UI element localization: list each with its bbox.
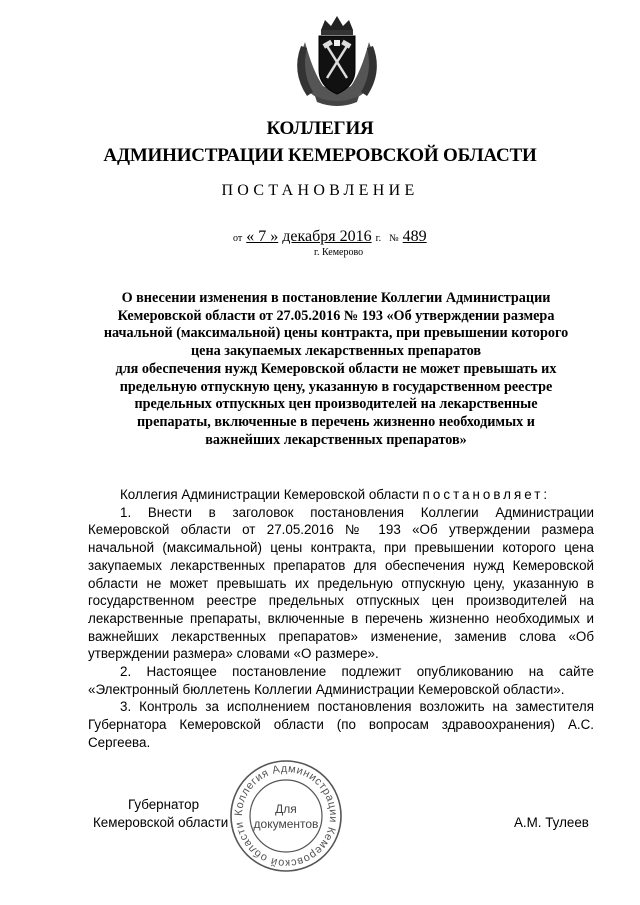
date-month-year: декабря 2016 [282, 228, 372, 245]
title-line: О внесении изменения в постановление Коллегии Администрации [121, 290, 551, 306]
signer-position-line2: Кемеровской области [93, 815, 229, 830]
document-body [88, 486, 594, 752]
date-day: « 7 » [246, 228, 279, 245]
paragraph-1: 1. Внести в заголовок постановления Коллегии Администрации Кемеровской области от 27.05.2016 № 193 «Об утверждении размера начальной (максимальной) цены контракта, при превышении которого цена закупаемых лекарственных препаратов для обеспечения нужд Кемеровской области не может превышать их предельную отпускную цену, указанную в государственном реестре предельных отпускных цен производителей на лекарственные препараты, включенные в перечень жизненно необходимых и важнейших лекарственных препаратов» изменение, заменив слова «Об утверждении размера» словами «О размере». [88, 504, 594, 662]
document-title [86, 290, 586, 449]
title-line: предельную отпускную цену, указанную в государственном реестре [119, 378, 553, 395]
signer-name: А.М. Тулеев [514, 815, 589, 830]
title-line: важнейших лекарственных препаратов» [205, 431, 467, 448]
paragraph-2: 2. Настоящее постановление подлежит опубликованию на сайте «Электронный бюллетень Коллегии Администрации Кемеровской области». [88, 664, 594, 697]
date-number-line [233, 228, 453, 246]
paragraph-3: 3. Контроль за исполнением постановления возложить на заместителя Губернатора Кемеровской области (по вопросам здравоохранения) А.С. Сергеева. [88, 699, 594, 750]
intro-paragraph [88, 486, 594, 504]
title-line: препараты, включенные в перечень жизненно необходимых и [137, 413, 535, 430]
number-label: № [389, 233, 399, 244]
stamp-ring-text: Коллегия Администрации Кемеровской области [232, 762, 340, 870]
title-line: предельных отпускных цен производителей на лекарственные [134, 396, 538, 413]
org-name-line1: КОЛЛЕГИЯ [266, 118, 374, 139]
org-name-line2: АДМИНИСТРАЦИИ КЕМЕРОВСКОЙ ОБЛАСТИ [103, 145, 537, 166]
title-line: Кемеровской области от 27.05.2016 № 193 «Об утверждении размера [117, 307, 555, 324]
stamp-center-line2: документов [253, 817, 319, 831]
coat-of-arms-emblem [291, 12, 383, 108]
official-stamp [228, 758, 344, 874]
city: г. Кемерово [314, 247, 364, 258]
date-suffix: г. [375, 233, 382, 244]
title-line: для обеспечения нужд Кемеровской области не может превышать их [115, 360, 557, 377]
intro-text: Коллегия Администрации Кемеровской области [120, 487, 419, 502]
document-type: ПОСТАНОВЛЕНИЕ [221, 182, 419, 199]
date-prefix: от [233, 233, 243, 244]
intro-verb: постановляет: [422, 487, 551, 502]
title-line: цена закупаемых лекарственных препаратов [190, 343, 482, 360]
title-line: начальной (максимальной) цены контракта, при превышении которого [103, 325, 569, 342]
document-number: 489 [402, 228, 427, 245]
signer-position-line1: Губернатор [128, 797, 200, 812]
stamp-center-line1: Для [275, 802, 297, 816]
